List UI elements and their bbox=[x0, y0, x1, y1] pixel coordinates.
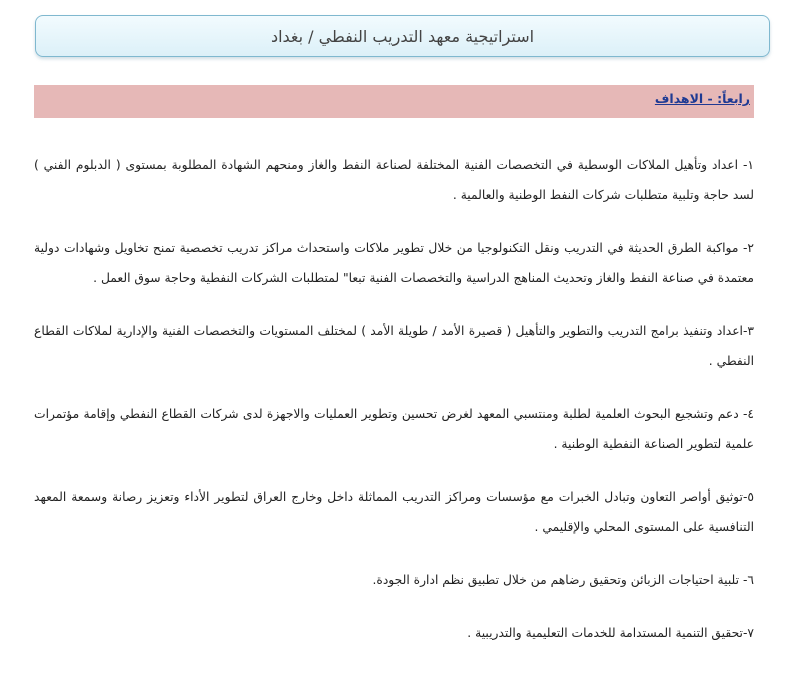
objective-item: ٢- مواكبة الطرق الحديثة في التدريب ونقل التكنولوجيا من خلال تطوير ملاكات واستحداث مراكز تدريب تخصصية تمنح تخاويل وشهادات دولية معتمدة في صناعة النفط والغاز وتحديث المناهج الدراسية والتخصصات الفنية تبعا" لمتطلبات الشركات النفطية وحاجة سوق العمل . bbox=[34, 241, 754, 285]
objective-item: ٥-توثيق أواصر التعاون وتبادل الخبرات مع مؤسسات ومراكز التدريب المماثلة داخل وخارج العراق لتطوير الأداء وتعزيز رصانة وسمعة المعهد التنافسية على المستوى المحلي والإقليمي . bbox=[34, 490, 754, 534]
objective-item: ١- اعداد وتأهيل الملاكات الوسطية في التخصصات الفنية المختلفة لصناعة النفط والغاز ومنحهم الشهادة المطلوبة بمستوى ( الدبلوم الفني ) لسد حاجة وتلبية متطلبات شركات النفط الوطنية والعالمية . bbox=[34, 158, 754, 202]
document-title: استراتيجية معهد التدريب النفطي / بغداد bbox=[270, 26, 535, 46]
section-heading-band bbox=[34, 85, 754, 118]
objective-item: ٤- دعم وتشجيع البحوث العلمية لطلبة ومنتسبي المعهد لغرض تحسين وتطوير العمليات والاجهزة لدى شركات القطاع النفطي وإقامة مؤتمرات علمية لتطوير الصناعة النفطية الوطنية . bbox=[34, 407, 754, 451]
objectives-list bbox=[34, 150, 754, 648]
objective-item: ٣-اعداد وتنفيذ برامج التدريب والتطوير والتأهيل ( قصيرة الأمد / طويلة الأمد ) لمختلف المستويات والتخصصات الفنية والإدارية لملاكات القطاع النفطي . bbox=[34, 324, 754, 368]
objective-item: ٦- تلبية احتياجات الزبائن وتحقيق رضاهم من خلال تطبيق نظم ادارة الجودة. bbox=[372, 573, 754, 587]
document-title-box bbox=[35, 15, 770, 57]
section-heading: رابعاً: - الاهداف bbox=[654, 91, 750, 106]
objective-item: ٧-تحقيق التنمية المستدامة للخدمات التعليمية والتدريبية . bbox=[467, 626, 754, 640]
